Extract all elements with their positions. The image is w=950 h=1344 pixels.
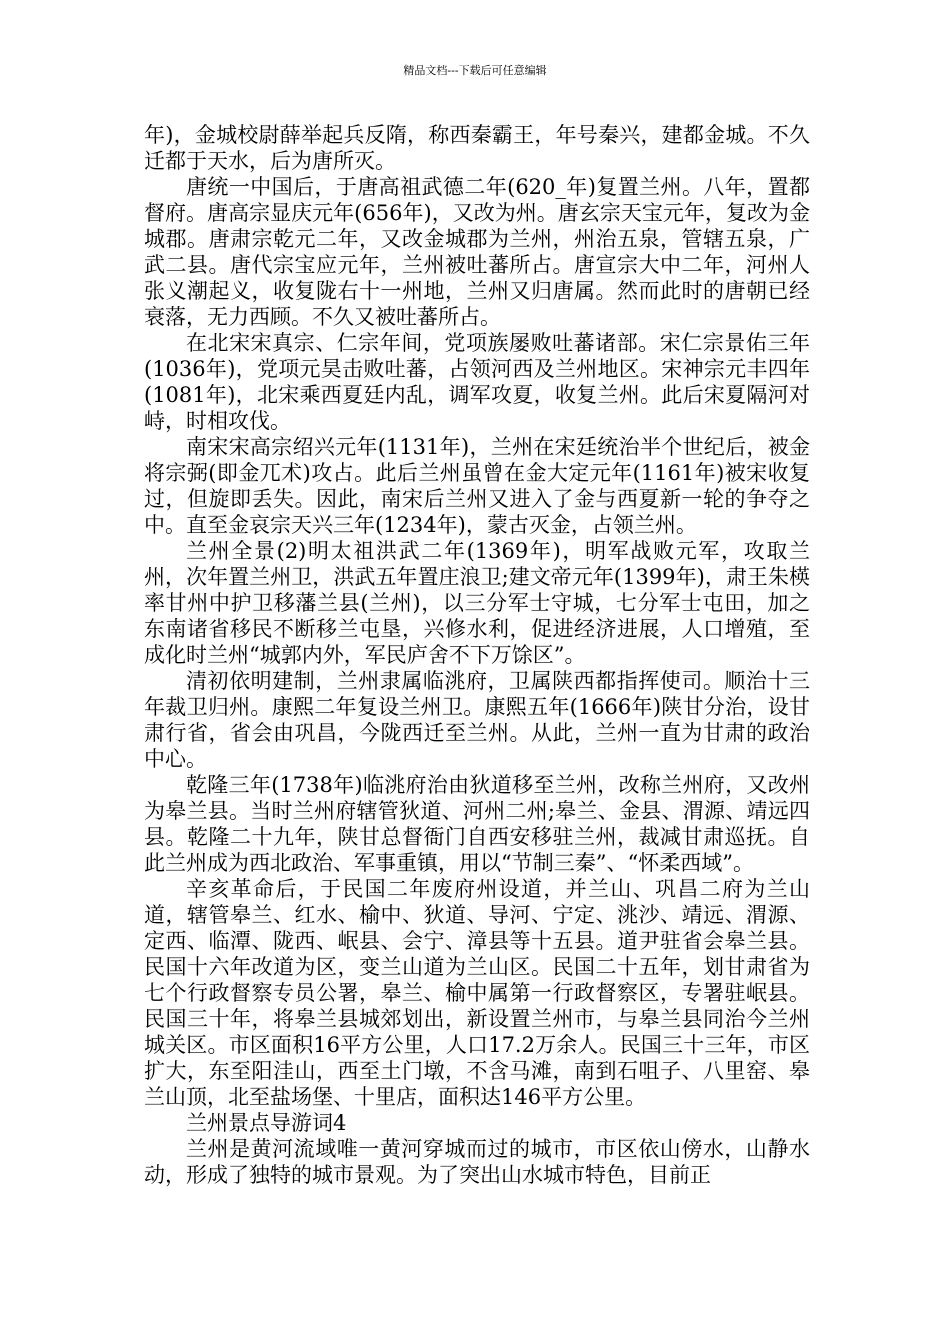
paragraph: 兰州是黄河流域唯一黄河穿城而过的城市，市区依山傍水，山静水动，形成了独特的城市景观。为了突出山水城市特色，目前正 — [144, 1137, 810, 1187]
paragraph: 乾隆三年(1738年)临洮府治由狄道移至兰州，改称兰州府，又改州为皋兰县。当时兰州府辖管狄道、河州二州;皋兰、金县、渭源、靖远四县。乾隆二十九年，陕甘总督衙门自西安移驻兰州，裁减甘肃巡抚。自此兰州成为西北政治、军事重镇，用以“节制三秦”、“怀柔西域”。 — [144, 773, 810, 875]
paragraph: 唐统一中国后，于唐高祖武德二年(620_年)复置兰州。八年，置都督府。唐高宗显庆元年(656年)，又改为州。唐玄宗天宝元年，复改为金城郡。唐肃宗乾元二年，又改金城郡为兰州，州治五泉，管辖五泉，广武二县。唐代宗宝应元年，兰州被吐蕃所占。唐宣宗大中二年，河州人张义潮起义，收复陇右十一州地，兰州又归唐属。然而此时的唐朝已经衰落，无力西顾。不久又被吐蕃所占。 — [144, 175, 810, 329]
paragraph: 兰州全景(2)明太祖洪武二年(1369年)，明军战败元军，攻取兰州，次年置兰州卫，洪武五年置庄浪卫;建文帝元年(1399年)，肃王朱楧率甘州中护卫移藩兰县(兰州)，以三分军士守城，七分军士屯田，加之东南诸省移民不断移兰屯垦，兴修水利，促进经济进展，人口增殖，至成化时兰州“城郭内外，军民庐舍不下万馀区”。 — [144, 539, 810, 667]
document-body — [144, 122, 810, 1188]
paragraph: 清初依明建制，兰州隶属临洮府，卫属陕西都指挥使司。顺治十三年裁卫归州。康熙二年复设兰州卫。康熙五年(1666年)陕甘分治，设甘肃行省，省会由巩昌，今陇西迁至兰州。从此，兰州一直为甘肃的政治中心。 — [144, 669, 810, 771]
paragraph: 辛亥革命后，于民国二年废府州设道，并兰山、巩昌二府为兰山道，辖管皋兰、红水、榆中、狄道、导河、宁定、洮沙、靖远、渭源、定西、临潭、陇西、岷县、会宁、漳县等十五县。道尹驻省会皋兰县。民国十六年改道为区，变兰山道为兰山区。民国二十五年，划甘肃省为七个行政督察专员公署，皋兰、榆中属第一行政督察区，专署驻岷县。民国三十年，将皋兰县城郊划出，新设置兰州市，与皋兰县同治今兰州城关区。市区面积16平方公里，人口17.2万余人。民国三十三年，市区扩大，东至阳洼山，西至土门墩，不含马滩，南到石咀子、八里窑、皋兰山顶，北至盐场堡、十里店，面积达146平方公里。 — [144, 877, 810, 1109]
page-header: 精品文档---下载后可任意编辑 — [403, 64, 547, 77]
paragraph: 南宋宋高宗绍兴元年(1131年)，兰州在宋廷统治半个世纪后，被金将宗弼(即金兀术)攻占。此后兰州虽曾在金大定元年(1161年)被宋收复过，但旋即丢失。因此，南宋后兰州又进入了金与西夏新一轮的争夺之中。直至金哀宗天兴三年(1234年)，蒙古灭金，占领兰州。 — [144, 435, 810, 537]
paragraph: 在北宋宋真宗、仁宗年间，党项族屡败吐蕃诸部。宋仁宗景佑三年(1036年)，党项元昊击败吐蕃，占领河西及兰州地区。宋神宗元丰四年(1081年)，北宋乘西夏廷内乱，调军攻夏，收复兰州。此后宋夏隔河对峙，时相攻伐。 — [144, 331, 810, 433]
section-heading: 兰州景点导游词4 — [186, 1111, 347, 1135]
paragraph: 年)，金城校尉薛举起兵反隋，称西秦霸王，年号秦兴，建都金城。不久迁都于天水，后为唐所灭。 — [144, 123, 810, 173]
